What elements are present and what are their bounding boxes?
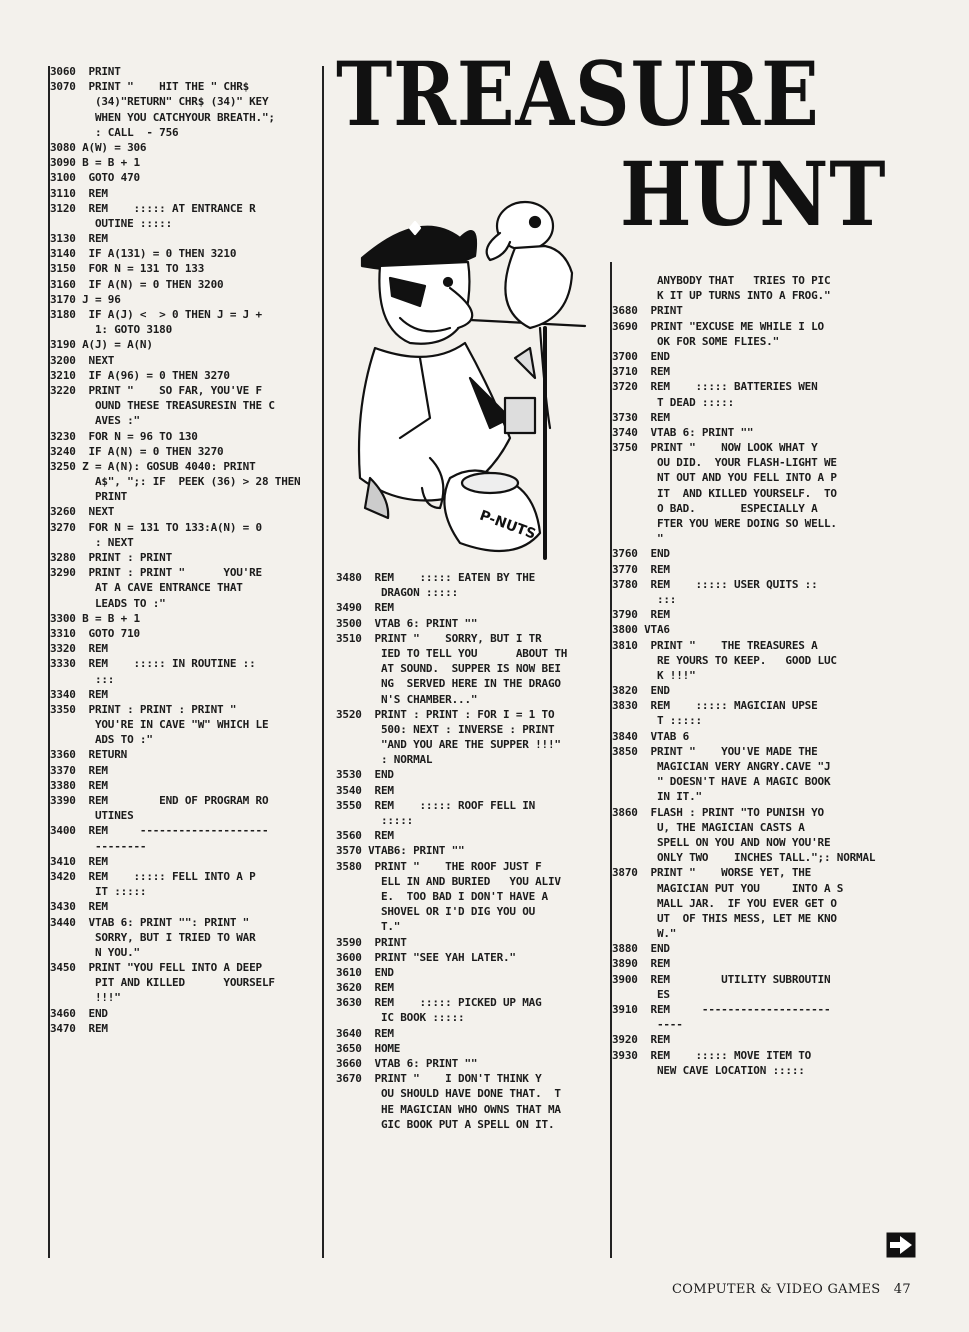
code-line: 3610 END	[336, 965, 394, 979]
code-line: 3660 VTAB 6: PRINT ""	[336, 1057, 478, 1070]
code-line: ES	[612, 987, 670, 1001]
code-line: 3150 FOR N = 131 TO 133	[50, 262, 205, 276]
code-line: W."	[612, 927, 677, 941]
code-line: (34)"RETURN" CHR$ (34)" KEY	[50, 95, 269, 109]
code-line: 3190 A(J) = A(N)	[50, 338, 153, 352]
code-line: OU SHOULD HAVE DONE THAT. T	[336, 1087, 561, 1101]
code-line: MAGICIAN VERY ANGRY.CAVE "J	[612, 760, 831, 773]
code-line: 3810 PRINT " THE TREASURES A	[612, 638, 818, 652]
code-line: 3490 REM	[336, 601, 394, 615]
code-line: 3120 REM ::::: AT ENTRANCE R	[50, 201, 256, 215]
code-line: 3520 PRINT : PRINT : FOR I = 1 TO	[336, 707, 555, 721]
code-line: 3910 REM --------------------	[612, 1003, 831, 1016]
code-line: IN IT."	[612, 790, 702, 804]
code-line: IC BOOK :::::	[336, 1011, 465, 1025]
code-line: AT SOUND. SUPPER IS NOW BEI	[336, 662, 561, 676]
code-line: 3080 A(W) = 306	[50, 140, 147, 154]
code-line: 3220 PRINT " SO FAR, YOU'VE F	[50, 383, 262, 397]
code-line: 3230 FOR N = 96 TO 130	[50, 429, 198, 443]
code-line: OK FOR SOME FLIES."	[612, 334, 779, 348]
code-line: 3130 REM	[50, 232, 108, 246]
code-line: 500: NEXT : INVERSE : PRINT	[336, 722, 555, 736]
code-line: 3700 END	[612, 349, 670, 363]
code-line: 3320 REM	[50, 642, 108, 656]
code-line: A$", ";: IF PEEK (36) > 28 THEN	[50, 475, 301, 489]
code-line: ----	[612, 1018, 683, 1032]
code-line: 3460 END	[50, 1006, 108, 1020]
code-line: 3710 REM	[612, 365, 670, 379]
code-line: HE MAGICIAN WHO OWNS THAT MA	[336, 1102, 561, 1116]
title-hunt: HUNT	[620, 142, 887, 246]
code-line: K IT UP TURNS INTO A FROG."	[612, 289, 831, 303]
code-line: OUTINE :::::	[50, 216, 173, 230]
code-line: 3580 PRINT " THE ROOF JUST F	[336, 859, 542, 873]
code-line: T :::::	[612, 714, 702, 728]
code-line: 3310 GOTO 710	[50, 626, 140, 640]
code-line: 3330 REM ::::: IN ROUTINE ::	[50, 657, 256, 671]
code-line: 3260 NEXT	[50, 505, 115, 519]
code-line: 3760 END	[612, 547, 670, 561]
code-line: 3860 FLASH : PRINT "TO PUNISH YO	[612, 805, 824, 819]
code-line: OUND THESE TREASURESIN THE C	[50, 399, 275, 413]
code-line: 3880 END	[612, 942, 670, 956]
continue-arrow-icon	[886, 1232, 916, 1258]
code-line: 3100 GOTO 470	[50, 171, 140, 185]
code-line: 3770 REM	[612, 562, 670, 576]
code-line: 3270 FOR N = 131 TO 133:A(N) = 0	[50, 520, 262, 534]
code-line: 3820 END	[612, 684, 670, 698]
code-line: 3620 REM	[336, 981, 394, 995]
code-line: 3250 Z = A(N): GOSUB 4040: PRINT	[50, 459, 256, 473]
code-line: T."	[336, 920, 401, 934]
code-line: 3430 REM	[50, 900, 108, 914]
code-line: 3590 PRINT	[336, 935, 407, 949]
code-line: : CALL - 756	[50, 125, 179, 139]
code-line: 3350 PRINT : PRINT : PRINT "	[50, 702, 237, 716]
code-line: 3830 REM ::::: MAGICIAN UPSE	[612, 699, 818, 713]
code-line: 3280 PRINT : PRINT	[50, 551, 173, 564]
code-line: 3690 PRINT "EXCUSE ME WHILE I LO	[612, 319, 824, 333]
code-line: 3450 PRINT "YOU FELL INTO A DEEP	[50, 961, 262, 975]
code-line: K !!!"	[612, 668, 696, 682]
code-line: MALL JAR. IF YOU EVER GET O	[612, 896, 837, 910]
code-line: "	[612, 532, 664, 546]
code-line: :::	[50, 672, 115, 686]
code-line: 3720 REM ::::: BATTERIES WEN	[612, 380, 818, 394]
code-line: PRINT	[50, 490, 128, 504]
code-line: 3380 REM	[50, 778, 108, 792]
code-line: 3440 VTAB 6: PRINT "": PRINT "	[50, 915, 250, 929]
code-line: 3210 IF A(96) = 0 THEN 3270	[50, 368, 230, 382]
code-line: 3340 REM	[50, 687, 108, 701]
code-line: 3650 HOME	[336, 1041, 401, 1055]
page-footer	[672, 1282, 911, 1297]
code-line: ONLY TWO INCHES TALL.";: NORMAL	[612, 851, 876, 865]
code-line: AVES :"	[50, 414, 140, 428]
column-rule-middle	[322, 66, 324, 1258]
code-line: 3570 VTAB6: PRINT ""	[336, 844, 465, 858]
code-line: 3900 REM UTILITY SUBROUTIN	[612, 972, 831, 986]
code-line: PIT AND KILLED YOURSELF	[50, 976, 275, 990]
code-line: ELL IN AND BURIED YOU ALIV	[336, 874, 561, 888]
code-line: UT OF THIS MESS, LET ME KNO	[612, 911, 837, 925]
code-line: 3410 REM	[50, 854, 108, 868]
code-line: 3730 REM	[612, 410, 670, 424]
listing-column-2	[336, 570, 567, 1132]
code-line: 3360 RETURN	[50, 748, 128, 762]
code-line: T DEAD :::::	[612, 395, 735, 409]
code-line: 3930 REM ::::: MOVE ITEM TO	[612, 1048, 812, 1062]
coat-patch	[505, 398, 535, 433]
code-line: ANYBODY THAT TRIES TO PIC	[612, 274, 831, 287]
code-line: 3470 REM	[50, 1021, 108, 1035]
code-line: U, THE MAGICIAN CASTS A	[612, 820, 805, 834]
code-line: AT A CAVE ENTRANCE THAT	[50, 581, 243, 595]
code-line: : NORMAL	[336, 753, 433, 767]
code-line: 3850 PRINT " YOU'VE MADE THE	[612, 744, 818, 758]
code-line: UTINES	[50, 809, 134, 823]
code-line: RE YOURS TO KEEP. GOOD LUC	[612, 653, 837, 667]
code-line: 3070 PRINT " HIT THE " CHR$	[50, 80, 250, 94]
code-line: LEADS TO :"	[50, 596, 166, 610]
code-line: 3160 IF A(N) = 0 THEN 3200	[50, 277, 224, 291]
sack-label: P-NUTS	[477, 507, 538, 543]
code-line: 3480 REM ::::: EATEN BY THE	[336, 571, 536, 584]
code-line: SPELL ON YOU AND NOW YOU'RE	[612, 835, 831, 849]
code-line: 3370 REM	[50, 763, 108, 777]
code-line: 3560 REM	[336, 829, 394, 843]
magazine-name: COMPUTER & VIDEO GAMES	[672, 1282, 881, 1297]
page-number: 47	[893, 1282, 911, 1297]
code-line: SHOVEL OR I'D DIG YOU OU	[336, 905, 536, 919]
code-line: :::::	[336, 814, 414, 827]
code-line: 3740 VTAB 6: PRINT ""	[612, 425, 754, 439]
parrot-body	[505, 246, 572, 328]
code-line: 3670 PRINT " I DON'T THINK Y	[336, 1072, 542, 1086]
code-line: 3790 REM	[612, 608, 670, 622]
pirate-parrot-illustration	[340, 178, 610, 568]
code-line: 3780 REM ::::: USER QUITS ::	[612, 577, 818, 591]
code-line: IED TO TELL YOU ABOUT TH	[336, 646, 568, 660]
code-line: MAGICIAN PUT YOU INTO A S	[612, 881, 844, 895]
code-line: :::	[612, 592, 677, 606]
code-line: FTER YOU WERE DOING SO WELL.	[612, 517, 837, 530]
code-line: 3180 IF A(J) < > 0 THEN J = J +	[50, 308, 262, 321]
code-line: NT OUT AND YOU FELL INTO A P	[612, 471, 837, 485]
code-line: 3500 VTAB 6: PRINT ""	[336, 616, 478, 630]
code-line: 3550 REM ::::: ROOF FELL IN	[336, 798, 536, 812]
code-line: 3840 VTAB 6	[612, 729, 690, 743]
code-line: 3090 B = B + 1	[50, 156, 140, 170]
code-line: OU DID. YOUR FLASH-LIGHT WE	[612, 456, 837, 470]
code-line: N'S CHAMBER..."	[336, 692, 478, 706]
code-line: 3800 VTA6	[612, 623, 670, 637]
code-line: 3510 PRINT " SORRY, BUT I TR	[336, 631, 542, 645]
code-line: 3890 REM	[612, 957, 670, 971]
code-line: 3420 REM ::::: FELL INTO A P	[50, 869, 256, 883]
code-line: 3110 REM	[50, 186, 108, 200]
code-line: !!!"	[50, 991, 121, 1005]
code-line: O BAD. ESPECIALLY A	[612, 501, 818, 515]
code-line: 3400 REM --------------------	[50, 824, 269, 838]
code-line: 3600 PRINT "SEE YAH LATER."	[336, 950, 516, 964]
code-line: 3240 IF A(N) = 0 THEN 3270	[50, 444, 224, 458]
code-line: SORRY, BUT I TRIED TO WAR	[50, 930, 256, 944]
code-line: 3300 B = B + 1	[50, 611, 140, 625]
code-line: NEW CAVE LOCATION :::::	[612, 1063, 805, 1077]
code-line: E. TOO BAD I DON'T HAVE A	[336, 889, 548, 903]
code-line: IT AND KILLED YOURSELF. TO	[612, 486, 837, 500]
code-line: 3920 REM	[612, 1033, 670, 1047]
code-line: 3140 IF A(131) = 0 THEN 3210	[50, 247, 237, 261]
code-line: 3640 REM	[336, 1026, 394, 1040]
code-line: 3290 PRINT : PRINT " YOU'RE	[50, 566, 262, 580]
code-line: IT :::::	[50, 885, 147, 899]
code-line: --------	[50, 839, 147, 853]
code-line: "AND YOU ARE THE SUPPER !!!"	[336, 738, 561, 752]
listing-column-3	[612, 273, 875, 1078]
code-line: N YOU."	[50, 945, 140, 959]
code-line: YOU'RE IN CAVE "W" WHICH LE	[50, 718, 269, 732]
code-line: NG SERVED HERE IN THE DRAGO	[336, 677, 561, 691]
code-line: GIC BOOK PUT A SPELL ON IT.	[336, 1117, 555, 1131]
code-line: ADS TO :"	[50, 733, 153, 747]
code-line: 3630 REM ::::: PICKED UP MAG	[336, 996, 542, 1010]
code-line: 3060 PRINT	[50, 65, 121, 78]
code-line: : NEXT	[50, 535, 134, 549]
code-line: DRAGON :::::	[336, 586, 459, 600]
code-line: 3680 PRINT	[612, 304, 683, 318]
code-line: 3530 END	[336, 768, 394, 782]
listing-column-1	[50, 64, 300, 1036]
code-line: 3390 REM END OF PROGRAM RO	[50, 794, 269, 807]
code-line: " DOESN'T HAVE A MAGIC BOOK	[612, 775, 831, 789]
code-line: 3170 J = 96	[50, 292, 121, 306]
code-line: 1: GOTO 3180	[50, 323, 173, 337]
title-treasure: TREASURE	[336, 42, 820, 146]
code-line: 3750 PRINT " NOW LOOK WHAT Y	[612, 441, 818, 455]
code-line: 3200 NEXT	[50, 353, 115, 367]
code-line: 3540 REM	[336, 783, 394, 797]
code-line: WHEN YOU CATCHYOUR BREATH.";	[50, 110, 275, 124]
code-line: 3870 PRINT " WORSE YET, THE	[612, 866, 812, 880]
